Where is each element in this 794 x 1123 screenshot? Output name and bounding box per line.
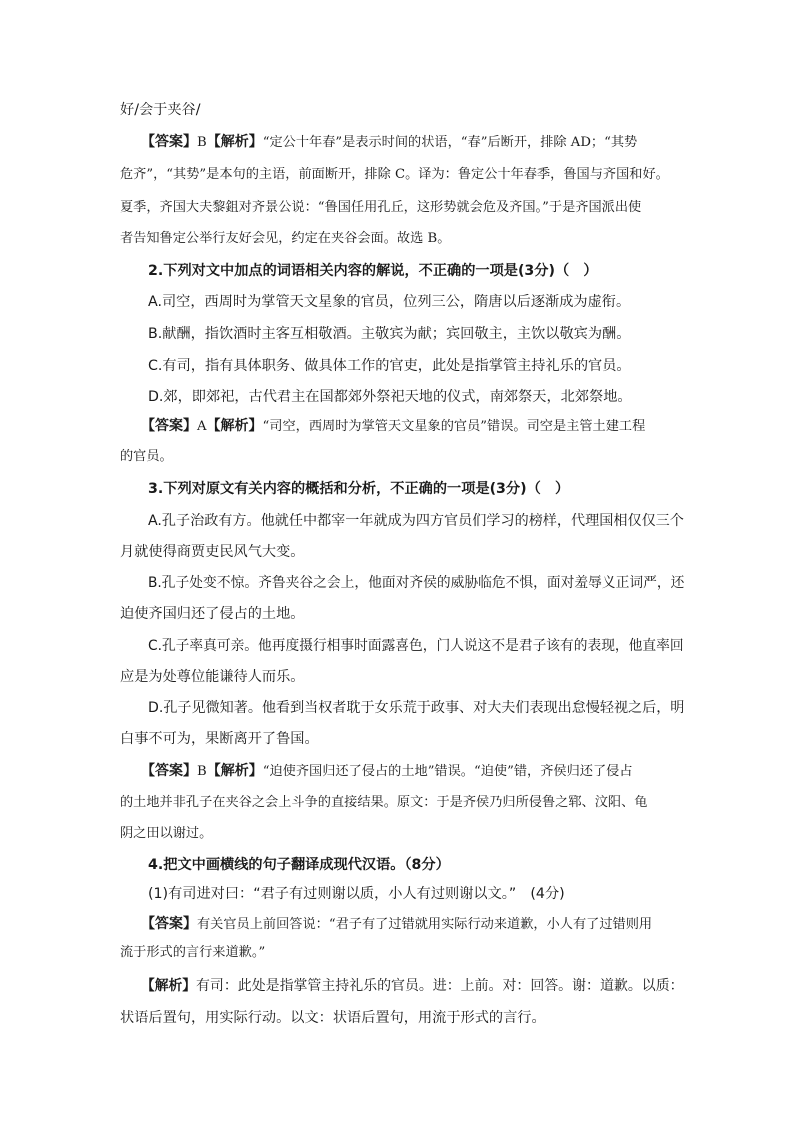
answer-choice: B (197, 135, 207, 150)
option-b: B.献酬，指饮酒时主客互相敬酒。主敬宾为献；宾回敬主，主饮以敬宾为酬。 (148, 326, 631, 342)
analysis-text: 状语后置句，用实际行动。以文：状语后置句，用流于形式的言行。 (120, 1010, 546, 1026)
answer-choice: B (197, 764, 207, 779)
answer-line (141, 914, 652, 934)
analysis-text: “司空，西周时为掌管天文星象的官员”错误。司空是主管土建工程 (262, 419, 646, 434)
answer-line (141, 761, 633, 781)
option-d: D.郊，即郊祀，古代君主在国都郊外祭祀天地的仪式，南郊祭天，北郊祭地。 (148, 389, 632, 405)
analysis-text: “迫使齐国归还了侵占的土地”错误。“迫使”错，齐侯归还了侵占 (262, 764, 633, 779)
analysis-text: 有司：此处是指掌管主持礼乐的官员。进：上前。对：回答。谢：道歉。以质： (195, 978, 684, 994)
option-c-cont: 应是为处尊位能谦待人而乐。 (120, 669, 305, 685)
answer-line (141, 416, 645, 436)
option-a: A.孔子治政有方。他就任中都宰一年就成为四方官员们学习的榜样，代理国相仅仅三个 (148, 513, 684, 529)
question-title: 4.把文中画横线的句子翻译成现代汉语。（8分） (148, 857, 450, 873)
text-line: 好/会于夹谷/ (120, 102, 201, 118)
analysis-tag: 【解析】 (206, 134, 263, 150)
answer-tag: 【答案】 (141, 763, 197, 779)
analysis-tag: 【解析】 (141, 978, 196, 994)
question-title: 2.下列对文中加点的词语相关内容的解说，不正确的一项是(3分)（ ） (148, 263, 598, 279)
analysis-text: 危齐”，“其势”是本句的主语，前面断开，排除 C。译为：鲁定公十年春季，鲁国与齐国和好。 (120, 167, 669, 182)
option-c: C.有司，指有具体职务、做具体工作的官吏，此处是指掌管主持礼乐的官员。 (148, 358, 631, 374)
option-a-cont: 月就使得商贾吏民风气大变。 (120, 544, 305, 560)
analysis-text: 阴之田以谢过。 (120, 826, 213, 841)
sub-question: (1)有司进对曰：“君子有过则谢以质，小人有过则谢以文。” (4分) (148, 886, 565, 902)
analysis-text: 夏季，齐国大夫黎鉏对齐景公说：“鲁国任用孔丘，这形势就会危及齐国。”于是齐国派出使 (120, 200, 642, 215)
analysis-tag: 【解析】 (206, 418, 263, 434)
analysis-text: 的土地并非孔子在夹谷之会上斗争的直接结果。原文：于是齐侯乃归所侵鲁之郓、汶阳、龟 (120, 795, 648, 810)
option-b: B.孔子处变不惊。齐鲁夹谷之会上，他面对齐侯的威胁临危不惧，面对羞辱义正词严，还 (148, 575, 685, 591)
answer-tag: 【答案】 (141, 134, 197, 150)
analysis-text: “定公十年春”是表示时间的状语，“春”后断开，排除 AD；“其势 (262, 135, 638, 150)
option-d: D.孔子见微知著。他看到当权者耽于女乐荒于政事、对大夫们表现出怠慢轻视之后，明 (148, 700, 685, 716)
answer-text: 有关官员上前回答说：“君子有了过错就用实际行动来道歉，小人有了过错则用 (197, 917, 653, 932)
option-c: C.孔子率真可亲。他再度摄行相事时面露喜色，门人说这不是君子该有的表现，他直率回 (148, 638, 684, 654)
option-a: A.司空，西周时为掌管天文星象的官员，位列三公，隋唐以后逐渐成为虚衔。 (148, 294, 631, 310)
answer-tag: 【答案】 (141, 418, 197, 434)
answer-line (141, 132, 637, 152)
answer-text: 流于形式的言行来道歉。” (120, 945, 266, 960)
option-d-cont: 白事不可为，果断离开了鲁国。 (120, 731, 319, 747)
analysis-text: 者告知鲁定公举行友好会见，约定在夹谷会面。故选 B。 (120, 231, 451, 246)
analysis-tag: 【解析】 (206, 763, 263, 779)
question-title: 3.下列对原文有关内容的概括和分析，不正确的一项是(3分)（ ） (148, 481, 570, 497)
answer-tag: 【答案】 (141, 916, 197, 932)
answer-choice: A (197, 419, 207, 434)
analysis-text: 的官员。 (120, 449, 173, 464)
analysis-line (141, 976, 684, 996)
option-b-cont: 迫使齐国归还了侵占的土地。 (120, 606, 305, 622)
